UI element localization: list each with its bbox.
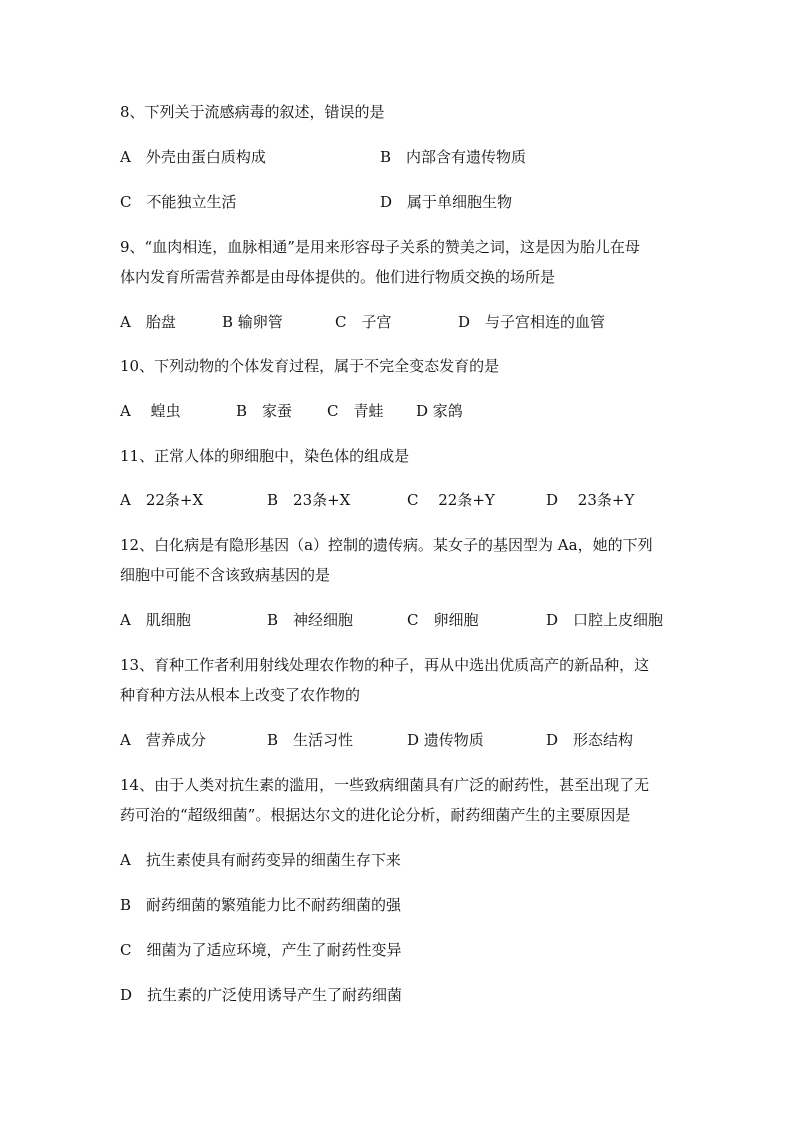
question-10-option-c: C 青蛙	[327, 402, 384, 420]
question-10-option-d: D 家鸽	[416, 402, 463, 420]
question-12-stem-line2: 细胞中可能不含该致病基因的是	[120, 566, 331, 584]
question-13-option-a: A 营养成分	[120, 731, 206, 749]
question-8-option-a: A 外壳由蛋白质构成	[120, 148, 266, 166]
question-8-stem: 8、下列关于流感病毒的叙述，错误的是	[120, 103, 385, 121]
question-9-option-d: D 与子宫相连的血管	[458, 313, 606, 331]
question-8-option-c: C 不能独立生活	[120, 193, 237, 211]
question-13-option-b: B 生活习性	[267, 731, 354, 749]
question-12-option-a: A 肌细胞	[120, 611, 191, 629]
question-13-stem-line1: 13、育种工作者利用射线处理农作物的种子，再从中选出优质高产的新品种，这	[120, 656, 650, 674]
question-11-stem: 11、正常人体的卵细胞中，染色体的组成是	[120, 447, 410, 465]
question-12-option-c: C 卵细胞	[407, 611, 479, 629]
question-10-option-a: A 蝗虫	[120, 402, 181, 420]
question-10-stem: 10、下列动物的个体发育过程，属于不完全变态发育的是	[120, 357, 500, 375]
question-9-stem-line2: 体内发育所需营养都是由母体提供的。他们进行物质交换的场所是	[120, 268, 556, 286]
question-9-stem-line1: 9、“血肉相连，血脉相通”是用来形容母子关系的赞美之词，这是因为胎儿在母	[120, 238, 640, 256]
question-11-option-a: A 22条+X	[120, 491, 204, 509]
question-9-option-a: A 胎盘	[120, 313, 176, 331]
question-13-option-d: D 形态结构	[546, 731, 634, 749]
question-13-stem-line2: 种育种方法从根本上改变了农作物的	[120, 686, 361, 704]
question-14-option-a: A 抗生素使具有耐药变异的细菌生存下来	[120, 851, 401, 869]
question-9-option-c: C 子宫	[335, 313, 392, 331]
question-14-option-c: C 细菌为了适应环境，产生了耐药性变异	[120, 941, 402, 959]
question-10-option-b: B 家蚕	[236, 402, 293, 420]
question-8-option-d: D 属于单细胞生物	[380, 193, 513, 211]
question-12-option-d: D 口腔上皮细胞	[546, 611, 664, 629]
question-12-option-b: B 神经细胞	[267, 611, 354, 629]
question-12-stem-line1: 12、白化病是有隐形基因（a）控制的遗传病。某女子的基因型为 Aa，她的下列	[120, 536, 653, 554]
question-14-option-b: B 耐药细菌的繁殖能力比不耐药细菌的强	[120, 896, 402, 914]
question-9-option-b: B 输卵管	[222, 313, 283, 331]
question-13-option-c: D 遗传物质	[407, 731, 484, 749]
question-11-option-d: D 23条+Y	[546, 491, 635, 509]
question-14-stem-line2: 药可治的“超级细菌”。根据达尔文的进化论分析，耐药细菌产生的主要原因是	[120, 806, 631, 824]
question-11-option-c: C 22条+Y	[407, 491, 495, 509]
question-8-option-b: B 内部含有遗传物质	[380, 148, 527, 166]
question-11-option-b: B 23条+X	[267, 491, 351, 509]
question-14-stem-line1: 14、由于人类对抗生素的滥用，一些致病细菌具有广泛的耐药性，甚至出现了无	[120, 776, 650, 794]
question-14-option-d: D 抗生素的广泛使用诱导产生了耐药细菌	[120, 986, 403, 1004]
